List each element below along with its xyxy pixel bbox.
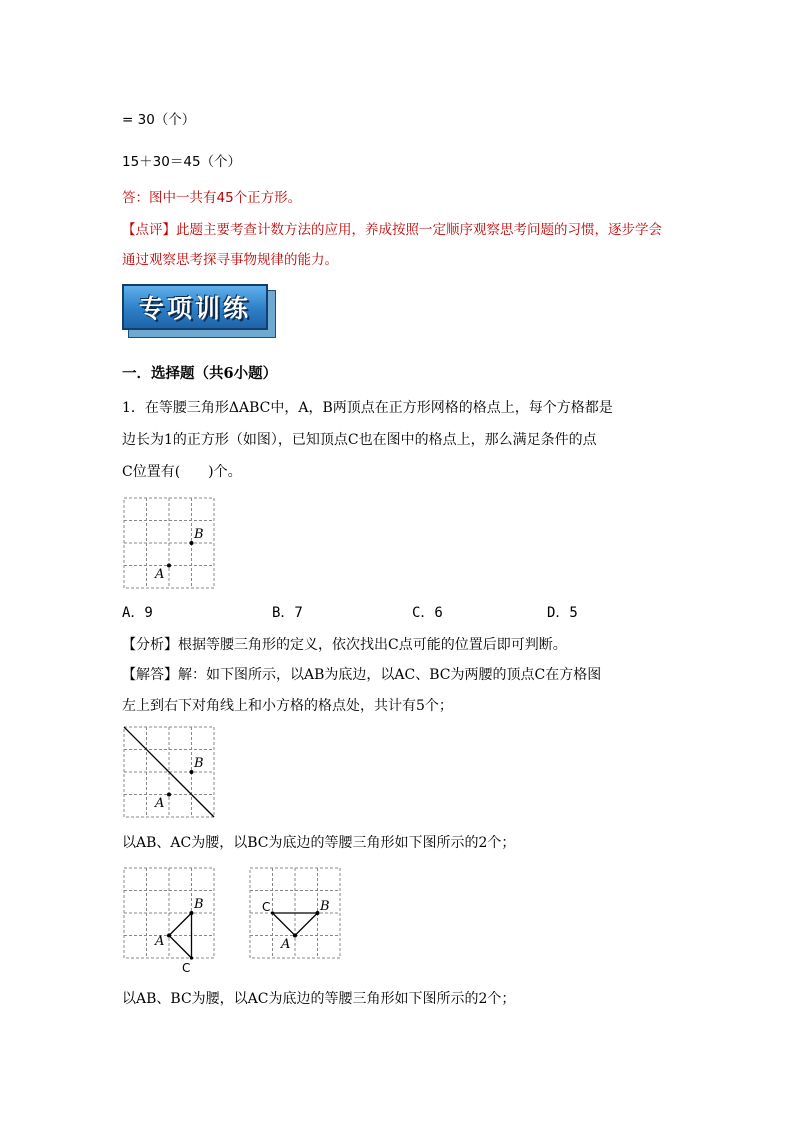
point-b [190,541,194,545]
comment-line-1: 【点评】此题主要考查计数方法的应用，养成按照一定顺序观察思考问题的习惯，逐步学会 [122,222,662,238]
answer-prefix: 答：图中一共有 [122,190,217,206]
banner-label: 专项训练 [138,294,251,323]
label-c: C [182,961,191,975]
label-b: B [194,897,204,912]
answer-suffix: 个正方形。 [233,190,302,206]
label-c: C [262,900,271,914]
point-c [271,911,274,914]
label-a: A [281,937,291,952]
label-a: A [155,796,165,811]
solution-line-1: 【解答】解：如下图所示，以AB为底边，以AC、BC为两腰的顶点C在方格图 [122,667,602,683]
equation-line-2: 15＋30＝45（个） [122,154,242,170]
point-b [190,911,194,915]
answer-line [122,186,301,206]
grid-figure-triangle-1 [122,866,218,976]
section-title: 一．选择题（共6小题） [122,365,278,382]
label-a: A [155,934,165,949]
grid-figure-triangle-2 [248,866,344,962]
point-a [293,934,297,938]
point-a [167,793,171,797]
comment-line-2: 通过观察思考探寻事物规律的能力。 [122,252,338,268]
label-b: B [320,899,330,914]
point-b [190,770,194,774]
question-line-1: 1．在等腰三角形ΔABC中，A，B两顶点在正方形网格的格点上，每个方格都是 [122,400,613,416]
grid-figure-diagonal [122,725,218,821]
label-b: B [194,756,204,771]
option-a: A．9 [122,605,153,621]
equation-line-1: = 30（个） [122,112,196,128]
question-line-3: C位置有( )个。 [122,464,242,480]
section-banner [122,284,268,330]
label-a: A [155,567,165,582]
case-3-line: 以AB、BC为腰，以AC为底边的等腰三角形如下图所示的2个； [122,991,516,1007]
solution-line-2: 左上到右下对角线上和小方格的格点处，共计有5个； [122,698,453,714]
case-2-line: 以AB、AC为腰，以BC为底边的等腰三角形如下图所示的2个； [122,835,516,851]
question-line-2: 边长为1的正方形（如图），已知顶点C也在图中的格点上，那么满足条件的点 [122,432,597,448]
point-a [167,934,171,938]
point-a [167,564,171,568]
analysis-line: 【分析】根据等腰三角形的定义，依次找出C点可能的位置后即可判断。 [122,637,567,653]
option-c: C．6 [412,605,443,621]
point-c [190,956,193,959]
option-b: B．7 [272,605,303,621]
option-d: D．5 [547,605,578,621]
grid-figure-question [122,496,218,592]
answer-number: 45 [216,190,234,206]
label-b: B [194,527,204,542]
point-b [316,911,320,915]
